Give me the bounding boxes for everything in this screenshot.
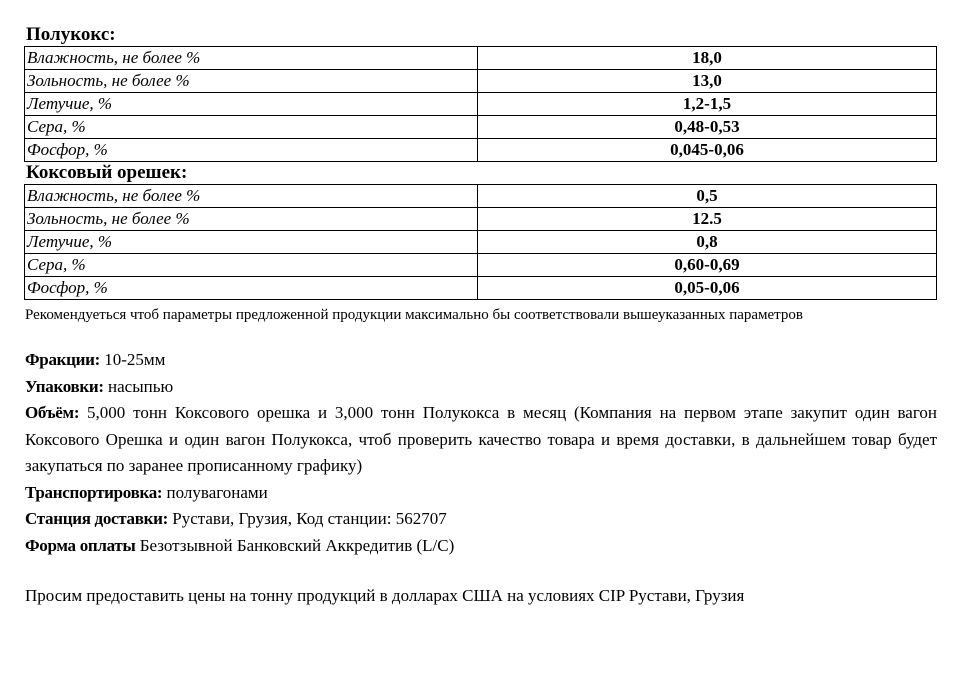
value-cell: 0,5 <box>478 185 937 208</box>
spec-table-oreshek <box>24 184 937 300</box>
term-label: Транспортировка: <box>25 482 163 502</box>
table-row <box>25 116 937 139</box>
term-payment <box>25 533 937 560</box>
param-cell: Сера, % <box>25 116 478 139</box>
value-cell: 0,60-0,69 <box>478 254 937 277</box>
param-cell: Влажность, не более % <box>25 47 478 70</box>
term-transport <box>25 480 937 507</box>
term-value: полувагонами <box>162 482 268 502</box>
term-value: 5,000 тонн Коксового орешка и 3,000 тонн Полукокса в месяц (Компания на первом этапе закупит один вагон Коксового Орешка и один вагон Полукокса, чтоб проверить качество товара и время доставки, в дальнейшем товар будет закупаться по заранее прописанному графику) <box>25 403 937 475</box>
table-row <box>25 254 937 277</box>
table-row <box>25 70 937 93</box>
document-page <box>24 24 940 609</box>
section-title-polukoks: Полукокс: <box>26 24 116 45</box>
value-cell: 13,0 <box>478 70 937 93</box>
term-label: Форма оплаты <box>25 535 136 555</box>
term-value: Рустави, Грузия, Код станции: 562707 <box>167 509 447 528</box>
table-row <box>25 93 937 116</box>
param-cell: Сера, % <box>25 254 478 277</box>
table-row <box>25 277 937 300</box>
term-value: насыпью <box>103 376 174 396</box>
value-cell: 1,2-1,5 <box>478 93 937 116</box>
param-cell: Влажность, не более % <box>25 185 478 208</box>
value-cell: 12.5 <box>478 208 937 231</box>
term-fraction <box>25 347 937 374</box>
price-request: Просим предоставить цены на тонну продукций в долларах США на условиях CIP Рустави, Грузия <box>25 586 745 605</box>
table-row <box>25 231 937 254</box>
section-title-oreshek: Коксовый орешек: <box>26 162 188 183</box>
recommendation-note: Рекомендуеться чтоб параметры предложенной продукции максимально бы соответствовали вышеуказанных параметров <box>25 307 804 323</box>
spec-table-polukoks <box>24 46 937 162</box>
value-cell: 18,0 <box>478 47 937 70</box>
term-label: Станция доставки: <box>25 509 168 528</box>
value-cell: 0,05-0,06 <box>478 277 937 300</box>
value-cell: 0,045-0,06 <box>478 139 937 162</box>
param-cell: Фосфор, % <box>25 139 478 162</box>
table-row <box>25 208 937 231</box>
param-cell: Фосфор, % <box>25 277 478 300</box>
param-cell: Зольность, не более % <box>25 208 478 231</box>
table-row <box>25 47 937 70</box>
term-value: Безотзывной Банковский Аккредитив (L/C) <box>135 535 455 555</box>
term-packing <box>25 374 937 401</box>
term-label: Фракции: <box>25 350 100 369</box>
table-row <box>25 139 937 162</box>
term-value: 10-25мм <box>100 350 166 369</box>
term-label: Объём: <box>25 403 80 422</box>
supply-terms <box>24 347 937 559</box>
term-volume <box>25 400 937 480</box>
value-cell: 0,48-0,53 <box>478 116 937 139</box>
term-label: Упаковки: <box>25 376 104 396</box>
term-station <box>25 506 937 533</box>
param-cell: Зольность, не более % <box>25 70 478 93</box>
param-cell: Летучие, % <box>25 231 478 254</box>
param-cell: Летучие, % <box>25 93 478 116</box>
table-row <box>25 185 937 208</box>
value-cell: 0,8 <box>478 231 937 254</box>
